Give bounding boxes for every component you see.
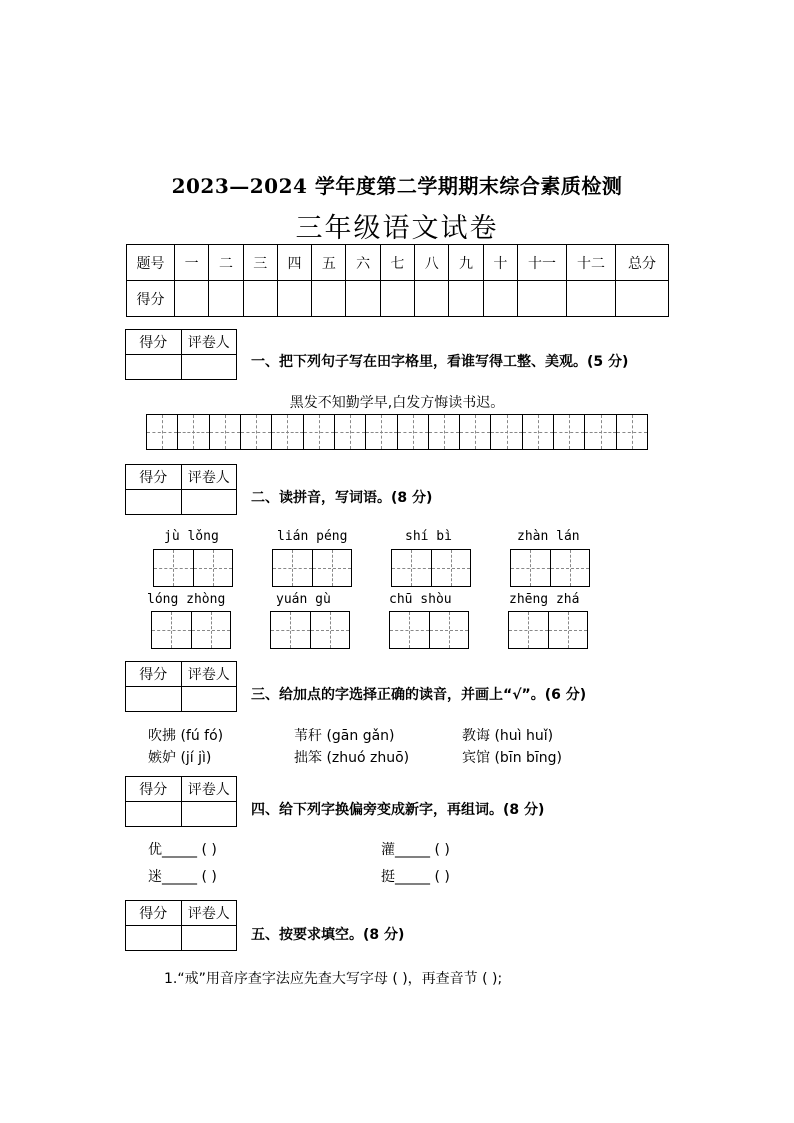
grader-score-cell[interactable]	[126, 802, 182, 827]
pinyin-label: zhēng zhá	[509, 592, 580, 607]
pinyin-label: jù lǒng	[164, 529, 219, 544]
grid-cell[interactable]	[429, 415, 460, 449]
grader-name-label: 评卷人	[181, 777, 237, 802]
score-input-cell[interactable]	[277, 281, 311, 317]
pinyin-label: shí bì	[405, 529, 452, 544]
score-table-header-row	[127, 245, 669, 281]
grader-name-cell[interactable]	[181, 802, 237, 827]
grader-score-label: 得分	[126, 330, 182, 355]
score-input-cell[interactable]	[449, 281, 483, 317]
score-input-cell[interactable]	[209, 281, 243, 317]
pinyin-label: lóng zhòng	[147, 592, 226, 607]
answer-box[interactable]	[151, 611, 231, 649]
score-header-cell: 四	[277, 245, 311, 281]
grader-score-label: 得分	[126, 777, 182, 802]
grader-name-cell[interactable]	[181, 687, 237, 712]
score-input-cell[interactable]	[380, 281, 414, 317]
grid-cell[interactable]	[617, 415, 647, 449]
grader-name-label: 评卷人	[181, 901, 237, 926]
grader-box-q2	[125, 464, 237, 515]
score-input-cell[interactable]	[346, 281, 380, 317]
grader-box-q4	[125, 776, 237, 827]
grid-cell[interactable]	[304, 415, 335, 449]
grid-cell[interactable]	[554, 415, 585, 449]
q1-writing-grid[interactable]	[146, 414, 648, 450]
grid-cell[interactable]	[147, 415, 178, 449]
score-header-cell: 三	[243, 245, 277, 281]
grader-box-q5	[125, 900, 237, 951]
grader-score-cell[interactable]	[126, 490, 182, 515]
grader-box-q1	[125, 329, 237, 380]
score-header-cell: 十一	[518, 245, 567, 281]
score-header-cell: 十二	[567, 245, 616, 281]
score-table-score-row	[127, 281, 669, 317]
score-table	[126, 244, 669, 317]
grid-cell[interactable]	[241, 415, 272, 449]
reading-choice[interactable]: 拙笨 (zhuó zhuō)	[294, 750, 410, 766]
q4-heading: 四、给下列字换偏旁变成新字，再组词。(8 分)	[251, 802, 545, 818]
score-header-cell: 题号	[127, 245, 175, 281]
grid-cell[interactable]	[178, 415, 209, 449]
score-header-cell: 八	[415, 245, 449, 281]
answer-box[interactable]	[510, 549, 590, 587]
q3-heading: 三、给加点的字选择正确的读音，并画上“√”。(6 分)	[251, 687, 587, 703]
score-input-cell[interactable]	[518, 281, 567, 317]
score-header-cell: 十	[483, 245, 517, 281]
q1-sentence: 黑发不知勤学早,白发方悔读书迟。	[289, 395, 505, 411]
radical-item[interactable]: 挺_____ ( )	[381, 869, 450, 885]
grader-name-label: 评卷人	[181, 330, 237, 355]
answer-box[interactable]	[153, 549, 233, 587]
score-input-cell[interactable]	[415, 281, 449, 317]
reading-choice[interactable]: 宾馆 (bīn bīng)	[462, 750, 563, 766]
grader-name-cell[interactable]	[181, 355, 237, 380]
q1-heading: 一、把下列句子写在田字格里，看谁写得工整、美观。(5 分)	[251, 354, 629, 370]
score-input-cell[interactable]	[616, 281, 669, 317]
grid-cell[interactable]	[491, 415, 522, 449]
pinyin-label: zhàn lán	[517, 529, 580, 544]
pinyin-label: chū shòu	[389, 592, 452, 607]
exam-subtitle: 三年级语文试卷	[295, 213, 499, 244]
grader-name-cell[interactable]	[181, 490, 237, 515]
grader-name-label: 评卷人	[181, 465, 237, 490]
reading-choice[interactable]: 嫉妒 (jí jì)	[148, 750, 212, 766]
answer-box[interactable]	[389, 611, 469, 649]
reading-choice[interactable]: 苇秆 (gān gǎn)	[294, 728, 395, 744]
answer-box[interactable]	[391, 549, 471, 587]
score-input-cell[interactable]	[243, 281, 277, 317]
reading-choice[interactable]: 教诲 (huì huǐ)	[462, 728, 554, 744]
grader-score-label: 得分	[126, 901, 182, 926]
exam-title: 2023—2024 学年度第二学期期末综合素质检测	[171, 174, 623, 198]
answer-box[interactable]	[270, 611, 350, 649]
reading-choice[interactable]: 吹拂 (fú fó)	[148, 728, 224, 744]
grader-score-label: 得分	[126, 465, 182, 490]
q2-heading: 二、读拼音，写词语。(8 分)	[251, 490, 433, 506]
score-header-cell: 九	[449, 245, 483, 281]
score-input-cell[interactable]	[175, 281, 209, 317]
score-input-cell[interactable]	[312, 281, 346, 317]
score-header-cell: 七	[380, 245, 414, 281]
radical-item[interactable]: 迷_____ ( )	[148, 869, 217, 885]
score-header-cell: 总分	[616, 245, 669, 281]
grid-cell[interactable]	[366, 415, 397, 449]
grader-box-q3	[125, 661, 237, 712]
grid-cell[interactable]	[585, 415, 616, 449]
grader-name-cell[interactable]	[181, 926, 237, 951]
score-header-cell: 六	[346, 245, 380, 281]
grader-score-label: 得分	[126, 662, 182, 687]
score-header-cell: 一	[175, 245, 209, 281]
radical-item[interactable]: 灌_____ ( )	[381, 842, 450, 858]
score-header-cell: 二	[209, 245, 243, 281]
score-input-cell[interactable]	[483, 281, 517, 317]
pinyin-label: lián péng	[277, 529, 348, 544]
grid-cell[interactable]	[210, 415, 241, 449]
answer-box[interactable]	[272, 549, 352, 587]
grader-name-label: 评卷人	[181, 662, 237, 687]
grid-cell[interactable]	[523, 415, 554, 449]
score-row-label: 得分	[127, 281, 175, 317]
pinyin-label: yuán gù	[276, 592, 331, 607]
score-input-cell[interactable]	[567, 281, 616, 317]
answer-box[interactable]	[508, 611, 588, 649]
grid-cell[interactable]	[272, 415, 303, 449]
score-header-cell: 五	[312, 245, 346, 281]
grader-score-cell[interactable]	[126, 926, 182, 951]
grid-cell[interactable]	[460, 415, 491, 449]
grader-score-cell[interactable]	[126, 687, 182, 712]
q5-heading: 五、按要求填空。(8 分)	[251, 927, 405, 943]
grid-cell[interactable]	[398, 415, 429, 449]
grader-score-cell[interactable]	[126, 355, 182, 380]
q5-item-1[interactable]: 1.“戒”用音序查字法应先查大写字母 ( )，再查音节 ( );	[164, 971, 503, 987]
radical-item[interactable]: 优_____ ( )	[148, 842, 217, 858]
grid-cell[interactable]	[335, 415, 366, 449]
